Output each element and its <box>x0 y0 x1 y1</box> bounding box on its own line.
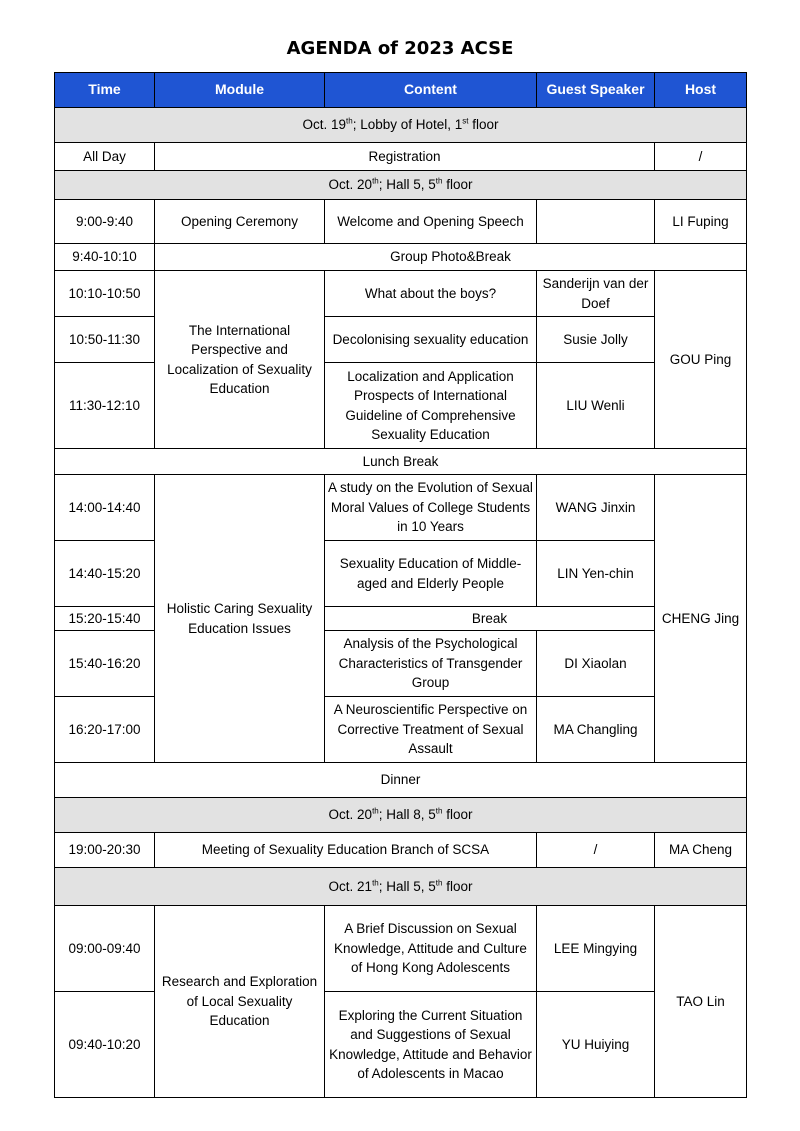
table-row <box>55 143 747 171</box>
host-cell: GOU Ping <box>655 271 747 449</box>
time-cell: 15:20-15:40 <box>55 607 155 631</box>
host-cell: TAO Lin <box>655 906 747 1098</box>
header-row <box>55 73 747 108</box>
speaker-cell: YU Huiying <box>537 992 655 1098</box>
section-heading: Oct. 19th; Lobby of Hotel, 1st floor <box>55 108 747 143</box>
content-cell: What about the boys? <box>325 271 537 317</box>
content-cell: Localization and Application Prospects of International Guideline of Comprehensive Sexuality Education <box>325 363 537 449</box>
table-row <box>55 449 747 475</box>
header-time: Time <box>55 73 155 108</box>
header-module: Module <box>155 73 325 108</box>
time-cell: 14:40-15:20 <box>55 541 155 607</box>
speaker-cell: LEE Mingying <box>537 906 655 992</box>
host-cell: / <box>655 143 747 171</box>
content-cell: Meeting of Sexuality Education Branch of SCSA <box>155 833 537 868</box>
content-cell: Sexuality Education of Middle-aged and Elderly People <box>325 541 537 607</box>
module-cell: Research and Exploration of Local Sexuality Education <box>155 906 325 1098</box>
section-row <box>55 798 747 833</box>
table-row <box>55 200 747 244</box>
time-cell: 10:50-11:30 <box>55 317 155 363</box>
content-cell: A study on the Evolution of Sexual Moral Values of College Students in 10 Years <box>325 475 537 541</box>
time-cell: 16:20-17:00 <box>55 697 155 763</box>
section-heading: Oct. 20th; Hall 8, 5th floor <box>55 798 747 833</box>
host-cell: MA Cheng <box>655 833 747 868</box>
header-host: Host <box>655 73 747 108</box>
module-cell: Opening Ceremony <box>155 200 325 244</box>
content-cell: A Neuroscientific Perspective on Corrective Treatment of Sexual Assault <box>325 697 537 763</box>
table-row <box>55 271 747 317</box>
header-content: Content <box>325 73 537 108</box>
time-cell: All Day <box>55 143 155 171</box>
content-cell: Group Photo&Break <box>155 244 747 271</box>
module-cell: Holistic Caring Sexuality Education Issues <box>155 475 325 763</box>
content-cell: Decolonising sexuality education <box>325 317 537 363</box>
section-row <box>55 108 747 143</box>
time-cell: 19:00-20:30 <box>55 833 155 868</box>
time-cell: 09:40-10:20 <box>55 992 155 1098</box>
host-cell: CHENG Jing <box>655 475 747 763</box>
time-cell: 9:40-10:10 <box>55 244 155 271</box>
table-row <box>55 475 747 541</box>
table-row <box>55 906 747 992</box>
content-cell: Analysis of the Psychological Characteristics of Transgender Group <box>325 631 537 697</box>
speaker-cell: Susie Jolly <box>537 317 655 363</box>
module-cell: The International Perspective and Localization of Sexuality Education <box>155 271 325 449</box>
agenda-table <box>54 72 747 1098</box>
content-cell: Welcome and Opening Speech <box>325 200 537 244</box>
content-cell: Break <box>325 607 655 631</box>
speaker-cell: LIU Wenli <box>537 363 655 449</box>
table-row <box>55 244 747 271</box>
time-cell: 11:30-12:10 <box>55 363 155 449</box>
section-heading: Oct. 21th; Hall 5, 5th floor <box>55 868 747 906</box>
speaker-cell: Sanderijn van der Doef <box>537 271 655 317</box>
break-cell: Dinner <box>55 763 747 798</box>
table-row <box>55 763 747 798</box>
speaker-cell: DI Xiaolan <box>537 631 655 697</box>
break-cell: Lunch Break <box>55 449 747 475</box>
speaker-cell: / <box>537 833 655 868</box>
speaker-cell: WANG Jinxin <box>537 475 655 541</box>
content-cell: Exploring the Current Situation and Suggestions of Sexual Knowledge, Attitude and Behavior of Adolescents in Macao <box>325 992 537 1098</box>
content-cell: A Brief Discussion on Sexual Knowledge, Attitude and Culture of Hong Kong Adolescents <box>325 906 537 992</box>
speaker-cell: MA Changling <box>537 697 655 763</box>
speaker-cell: LIN Yen-chin <box>537 541 655 607</box>
header-speaker: Guest Speaker <box>537 73 655 108</box>
section-row <box>55 868 747 906</box>
page-title: AGENDA of 2023 ACSE <box>286 38 514 59</box>
host-cell: LI Fuping <box>655 200 747 244</box>
content-cell: Registration <box>155 143 655 171</box>
section-row <box>55 171 747 200</box>
section-heading: Oct. 20th; Hall 5, 5th floor <box>55 171 747 200</box>
speaker-cell <box>537 200 655 244</box>
time-cell: 14:00-14:40 <box>55 475 155 541</box>
time-cell: 09:00-09:40 <box>55 906 155 992</box>
time-cell: 10:10-10:50 <box>55 271 155 317</box>
time-cell: 15:40-16:20 <box>55 631 155 697</box>
time-cell: 9:00-9:40 <box>55 200 155 244</box>
table-row <box>55 833 747 868</box>
